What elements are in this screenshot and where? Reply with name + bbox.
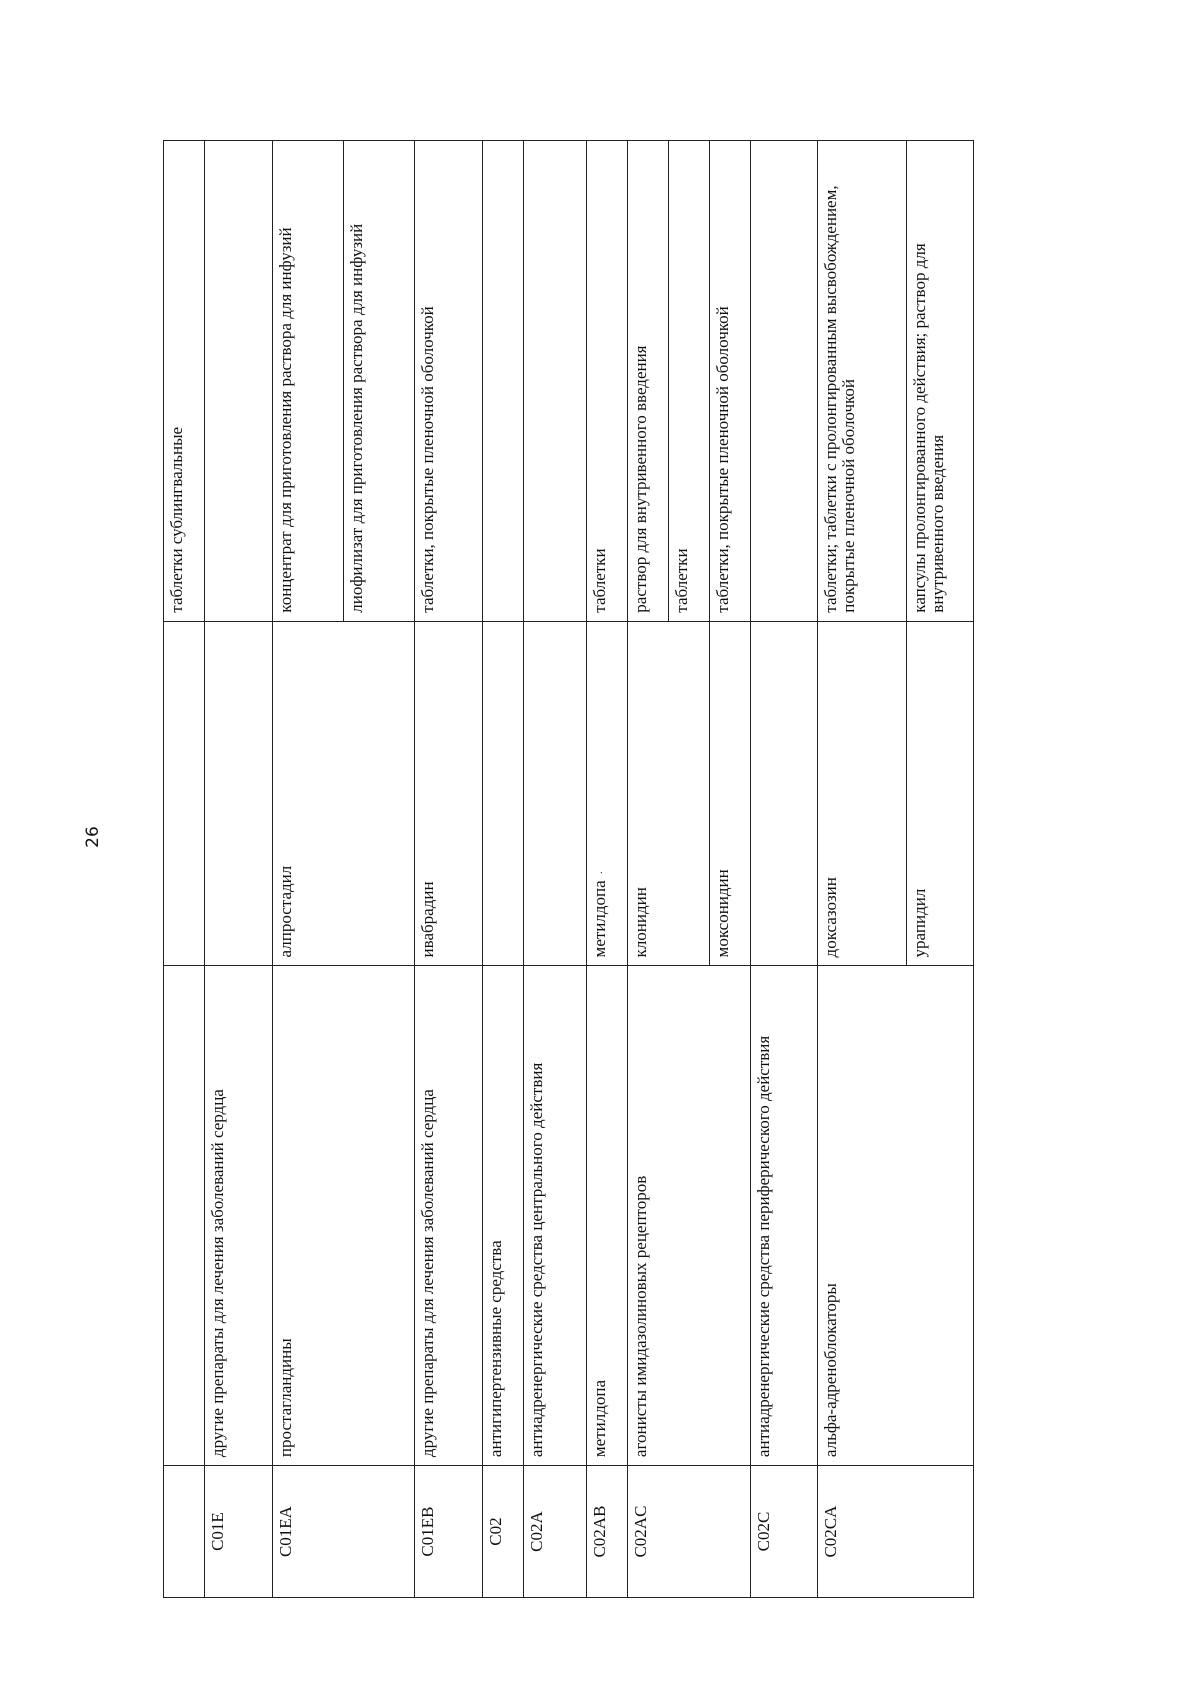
drug-cell: доксазозин bbox=[818, 621, 907, 966]
table-row bbox=[751, 141, 818, 1598]
table-row bbox=[483, 141, 524, 1598]
drug-cell: урапидил bbox=[907, 621, 974, 966]
form-cell: таблетки bbox=[587, 141, 628, 622]
atc-code-cell: C02AC bbox=[628, 1466, 751, 1598]
drug-cell bbox=[164, 621, 205, 966]
atc-code-cell: C01E bbox=[205, 1466, 273, 1598]
form-cell bbox=[524, 141, 587, 622]
drug-cell bbox=[587, 621, 628, 966]
form-cell bbox=[205, 141, 273, 622]
group-cell bbox=[164, 966, 205, 1466]
atc-code-cell: C02CA bbox=[818, 1466, 974, 1598]
form-cell bbox=[751, 141, 818, 622]
form-cell: лиофилизат для приготовления раствора для инфузий bbox=[344, 141, 415, 622]
atc-code-cell: C02AB bbox=[587, 1466, 628, 1598]
form-cell: таблетки, покрытые пленочной оболочкой bbox=[710, 141, 751, 622]
atc-code-cell: C02C bbox=[751, 1466, 818, 1598]
table-row bbox=[818, 141, 907, 1598]
drug-cell bbox=[483, 621, 524, 966]
form-cell: таблетки сублингвальные bbox=[164, 141, 205, 622]
rotated-page bbox=[0, 130, 947, 1600]
table-row bbox=[205, 141, 273, 1598]
group-cell: простагландины bbox=[273, 966, 415, 1466]
table-row bbox=[628, 141, 669, 1598]
drug-cell: клонидин bbox=[628, 621, 710, 966]
drug-cell bbox=[751, 621, 818, 966]
form-cell: таблетки bbox=[669, 141, 710, 622]
atc-code-cell: C01EB bbox=[415, 1466, 483, 1598]
table-row bbox=[273, 141, 344, 1598]
table-row bbox=[524, 141, 587, 1598]
form-cell: таблетки, покрытые пленочной оболочкой bbox=[415, 141, 483, 622]
atc-code-cell bbox=[164, 1466, 205, 1598]
form-cell: раствор для внутривенного введения bbox=[628, 141, 669, 622]
group-cell: другие препараты для лечения заболеваний сердца bbox=[205, 966, 273, 1466]
group-cell: другие препараты для лечения заболеваний сердца bbox=[415, 966, 483, 1466]
table-row bbox=[587, 141, 628, 1598]
drug-cell: ивабрадин bbox=[415, 621, 483, 966]
group-cell: метилдопа bbox=[587, 966, 628, 1466]
table-row bbox=[415, 141, 483, 1598]
group-cell: антиадренергические средства центрального действия bbox=[524, 966, 587, 1466]
form-cell bbox=[483, 141, 524, 622]
group-cell: антиадренергические средства периферического действия bbox=[751, 966, 818, 1466]
form-cell: таблетки; таблетки с пролонгированным высвобождением, покрытые пленочной оболочкой bbox=[818, 141, 907, 622]
drug-table bbox=[163, 140, 974, 1598]
drug-cell bbox=[205, 621, 273, 966]
table-row bbox=[164, 141, 205, 1598]
atc-code-cell: C02 bbox=[483, 1466, 524, 1598]
stray-mark: · bbox=[597, 870, 608, 875]
page-number: 26 bbox=[83, 826, 103, 848]
form-cell: капсулы пролонгированного действия; раствор для внутривенного введения bbox=[907, 141, 974, 622]
atc-code-cell: C01EA bbox=[273, 1466, 415, 1598]
form-cell: концентрат для приготовления раствора для инфузий bbox=[273, 141, 344, 622]
drug-cell bbox=[524, 621, 587, 966]
drug-cell: алпростадил bbox=[273, 621, 415, 966]
group-cell: альфа-адреноблокаторы bbox=[818, 966, 974, 1466]
drug-cell: моксонидин bbox=[710, 621, 751, 966]
drug-name: метилдопа bbox=[590, 880, 609, 958]
group-cell: антигипертензивные средства bbox=[483, 966, 524, 1466]
group-cell: агонисты имидазолиновых рецепторов bbox=[628, 966, 751, 1466]
atc-code-cell: C02A bbox=[524, 1466, 587, 1598]
